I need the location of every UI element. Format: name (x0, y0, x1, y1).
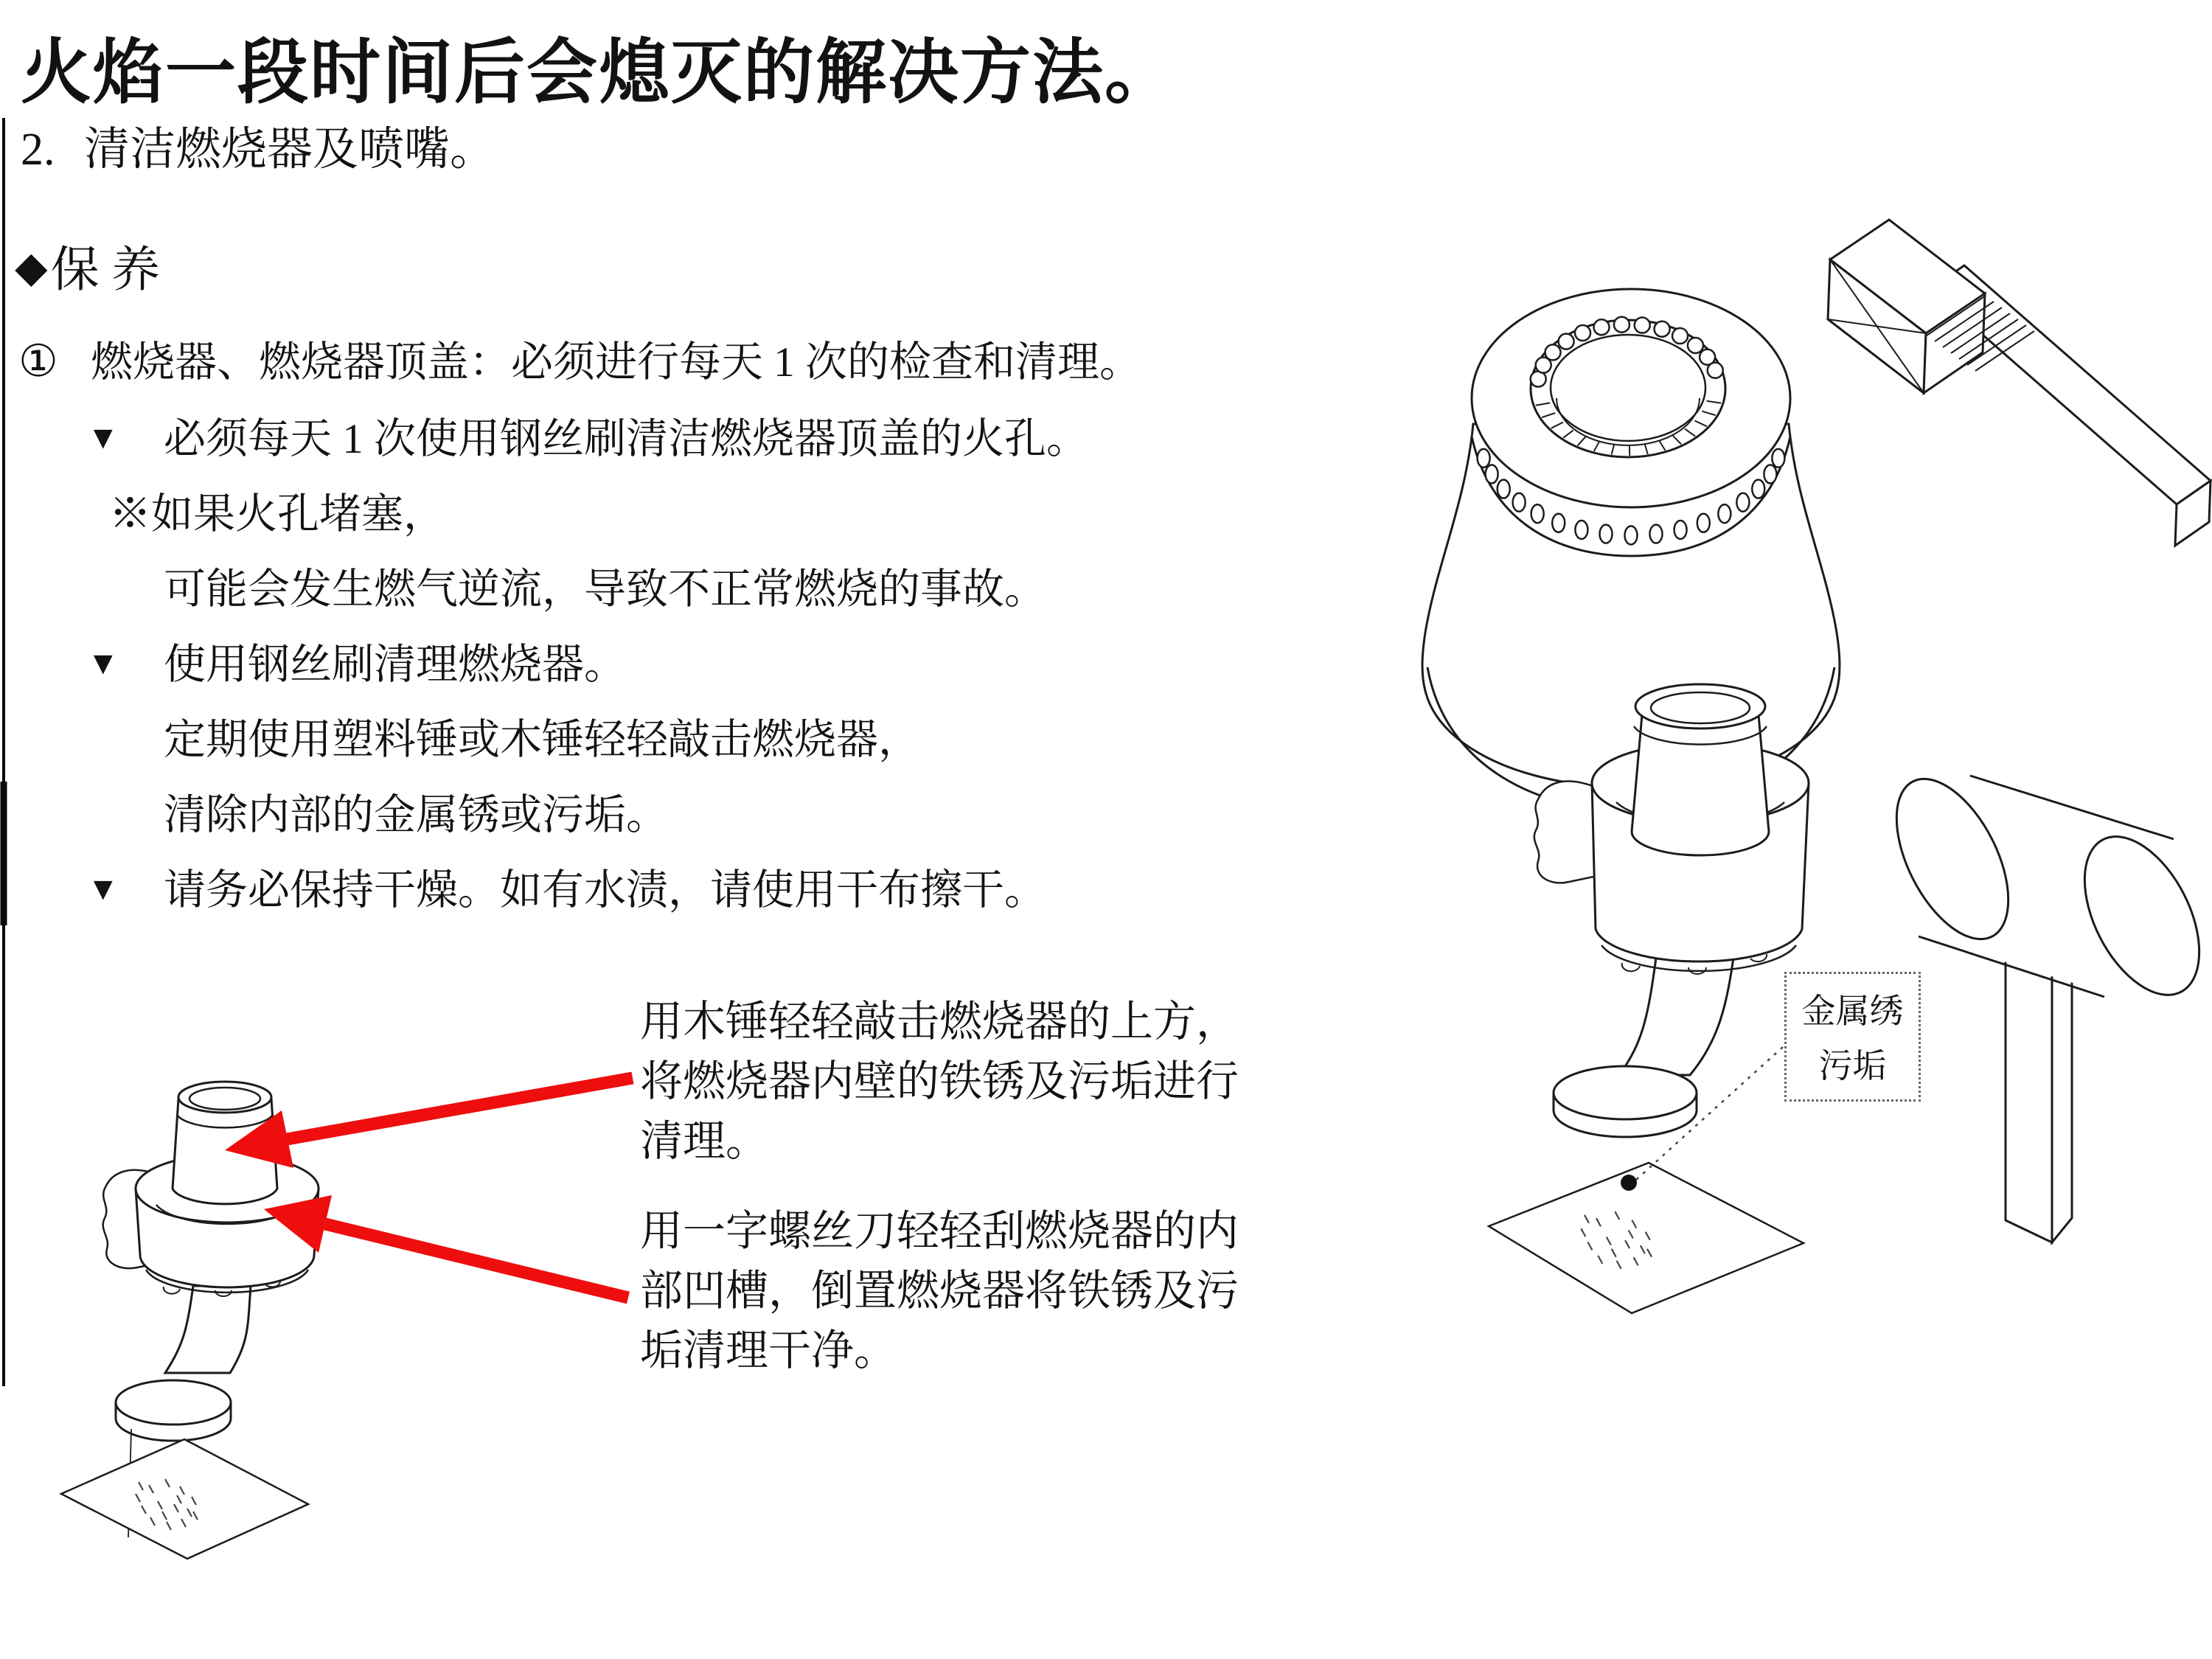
page-title: 火焰一段时间后会熄灭的解决方法。 (21, 33, 1177, 112)
triangle-bullet-icon: ▼ (87, 645, 119, 681)
annotation-line: 用木锤轻轻敲击燃烧器的上方， (640, 998, 1239, 1046)
annotation-line: 用一字螺丝刀轻轻刮燃烧器的内 (640, 1207, 1239, 1255)
rust-label-line2: 污垢 (1818, 1047, 1887, 1085)
subtitle-number: 2. (21, 125, 55, 175)
body-row (164, 555, 1046, 616)
mallet-illustration (1874, 762, 2212, 1242)
body-text: 清除内部的金属锈或污垢。 (164, 792, 668, 838)
bullet-row (87, 405, 1088, 465)
wire-brush-illustration (1828, 220, 2211, 546)
annotation-line: 将燃烧器内壁的铁锈及污垢进行 (640, 1057, 1239, 1105)
bullet-text: 使用钢丝刷清理燃烧器。 (164, 641, 626, 688)
annotation-arrow-top (225, 1078, 633, 1168)
bullet-text: 必须每天 1 次使用钢丝刷清洁燃烧器顶盖的火孔。 (164, 416, 1088, 462)
bullet-text: 请务必保持干燥。如有水渍，请使用干布擦干。 (164, 867, 1046, 914)
diamond-icon: ◆ (15, 243, 48, 291)
note-text: ※如果火孔堵塞， (109, 491, 445, 538)
rust-label-line1: 金属绣 (1801, 992, 1904, 1030)
triangle-bullet-icon: ▼ (87, 871, 119, 907)
numbered-item-1 (18, 328, 1141, 389)
body-row (164, 706, 920, 766)
subtitle (21, 112, 495, 178)
annotation-arrow-bottom (264, 1195, 628, 1298)
subtitle-text: 清洁燃烧器及喷嘴。 (84, 125, 496, 175)
rust-dot (1621, 1175, 1637, 1191)
triangle-bullet-icon: ▼ (87, 420, 119, 456)
rust-label-box (1784, 972, 1921, 1102)
annotation-line: 部凹槽，倒置燃烧器将铁锈及污 (640, 1267, 1239, 1315)
section-title: 保 养 (50, 243, 161, 297)
burner-cap-illustration (1422, 289, 1840, 811)
section-header (15, 230, 160, 300)
body-row (164, 781, 668, 841)
circled-one-icon: ① (18, 337, 58, 386)
bullet-row (87, 856, 1046, 917)
bullet-row (87, 630, 626, 691)
note-row (109, 480, 445, 540)
numbered-item-1-text: 燃烧器、燃烧器顶盖：必须进行每天 1 次的检查和清理。 (91, 339, 1141, 386)
annotation-line: 垢清理干净。 (640, 1326, 897, 1374)
annotation-line: 清理。 (640, 1117, 769, 1165)
body-text: 可能会发生燃气逆流，导致不正常燃烧的事故。 (164, 566, 1046, 613)
body-text: 定期使用塑料锤或木锤轻轻敲击燃烧器， (164, 717, 920, 763)
small-paper-illustration (61, 1439, 308, 1559)
